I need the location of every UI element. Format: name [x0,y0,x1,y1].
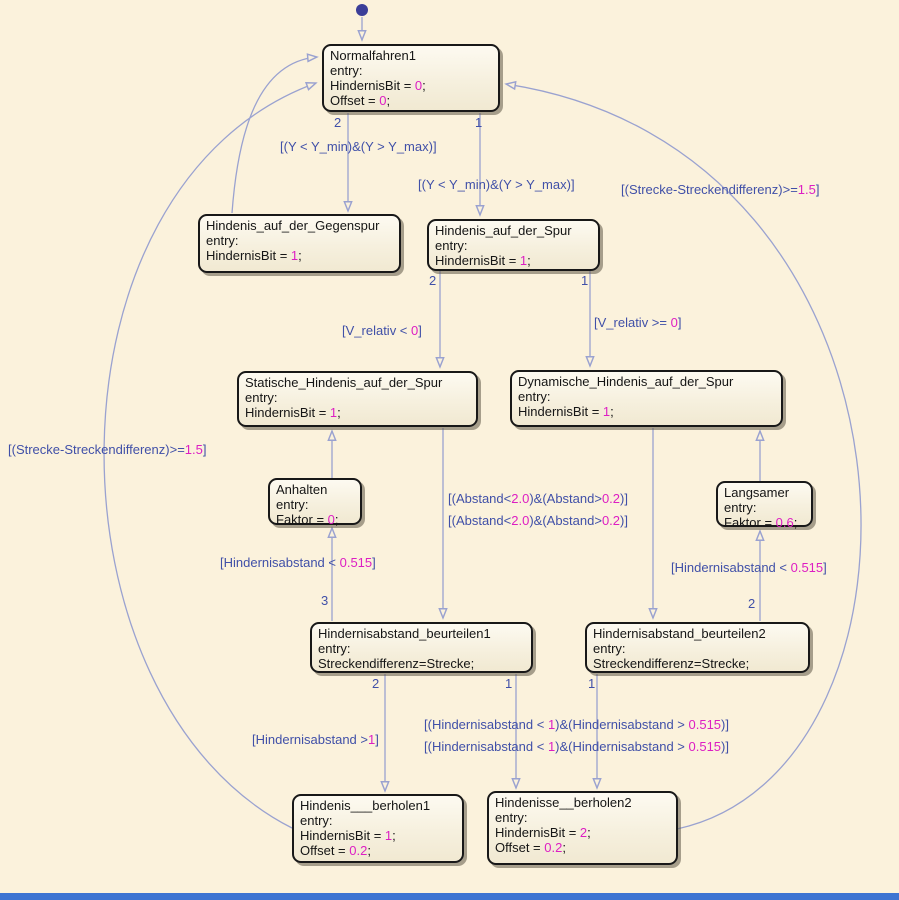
state-entry-line: Faktor = 0.6; [724,515,798,530]
state-entry-line: HindernisBit = 1; [245,405,341,420]
state-title: Statische_Hindenis_auf_der_Spur [245,375,443,390]
state-title: Dynamische_Hindenis_auf_der_Spur [518,374,734,389]
state-entry-line: Offset = 0.2; [495,840,566,855]
transition-condition[interactable]: [(Hindernisabstand < 1)&(Hindernisabstand > 0.515)] [424,717,729,732]
state-entry-line: entry: [318,641,351,656]
state-entry-line: entry: [593,641,626,656]
transition-number: 2 [429,273,437,288]
state-entry-line: entry: [518,389,551,404]
state-entry-line: entry: [330,63,363,78]
transition-condition[interactable]: [(Abstand<2.0)&(Abstand>0.2)] [448,513,628,528]
state-hindenis-auf-der-spur[interactable] [427,219,600,271]
transition-number: 1 [581,273,589,288]
state-anhalten[interactable] [268,478,362,525]
state-entry-line: entry: [495,810,528,825]
state-title: Hindernisabstand_beurteilen1 [318,626,491,641]
state-entry-line: entry: [206,233,239,248]
state-langsamer[interactable] [716,481,813,530]
transition-condition[interactable]: [Hindernisabstand < 0.515] [671,560,827,575]
state-title: Hindenisse__berholen2 [495,795,632,810]
state-entry-line: HindernisBit = 1; [206,248,302,263]
state-entry-line: HindernisBit = 2; [495,825,591,840]
transition-number: 1 [588,676,596,691]
initial-state-dot[interactable] [356,4,368,16]
transition-number: 2 [372,676,380,691]
state-title: Hindenis_auf_der_Gegenspur [206,218,380,233]
state-entry-line: Streckendifferenz=Strecke; [318,656,475,671]
transition-number: 1 [505,676,513,691]
transition-number: 1 [475,115,483,130]
state-entry-line: Offset = 0; [330,93,391,108]
transition-condition[interactable]: [(Hindernisabstand < 1)&(Hindernisabstand > 0.515)] [424,739,729,754]
state-hindenisse-berholen2[interactable] [487,791,678,865]
transition-number: 2 [334,115,342,130]
state-title: Hindernisabstand_beurteilen2 [593,626,766,641]
state-title: Langsamer [724,485,790,500]
state-entry-line: entry: [245,390,278,405]
window-edge-strip [0,893,899,900]
transition-gegenspur-to-normalfahren[interactable] [232,57,317,213]
state-statische-hindenis[interactable] [237,371,478,427]
state-hindernisabstand-beurteilen1[interactable] [310,622,533,673]
state-entry-line: entry: [724,500,757,515]
state-hindernisabstand-beurteilen2[interactable] [585,622,810,673]
state-hindenis-auf-der-gegenspur[interactable] [198,214,401,273]
state-entry-line: Offset = 0.2; [300,843,371,858]
transition-condition[interactable]: [(Strecke-Streckendifferenz)>=1.5] [621,182,820,197]
state-title: Anhalten [276,482,328,497]
state-entry-line: HindernisBit = 1; [300,828,396,843]
transition-condition[interactable]: [Hindernisabstand >1] [252,732,379,747]
state-title: Hindenis___berholen1 [300,798,431,813]
transition-condition[interactable]: [V_relativ < 0] [342,323,422,338]
transition-condition[interactable]: [(Strecke-Streckendifferenz)>=1.5] [8,442,207,457]
state-entry-line: HindernisBit = 1; [518,404,614,419]
state-dynamische-hindenis[interactable] [510,370,783,427]
state-hindenis-berholen1[interactable] [292,794,464,863]
state-entry-line: Faktor = 0; [276,512,339,527]
transition-condition[interactable]: [(Y < Y_min)&(Y > Y_max)] [418,177,575,192]
transition-condition[interactable]: [V_relativ >= 0] [594,315,682,330]
transition-number: 3 [321,593,329,608]
state-title: Hindenis_auf_der_Spur [435,223,572,238]
state-entry-line: HindernisBit = 1; [435,253,531,268]
state-entry-line: entry: [276,497,309,512]
state-entry-line: entry: [435,238,468,253]
state-entry-line: entry: [300,813,333,828]
state-entry-line: Streckendifferenz=Strecke; [593,656,750,671]
transition-condition[interactable]: [(Abstand<2.0)&(Abstand>0.2)] [448,491,628,506]
state-entry-line: HindernisBit = 0; [330,78,426,93]
state-normalfahren1[interactable] [322,44,500,112]
transition-condition[interactable]: [Hindernisabstand < 0.515] [220,555,376,570]
state-title: Normalfahren1 [330,48,416,63]
transition-condition[interactable]: [(Y < Y_min)&(Y > Y_max)] [280,139,437,154]
transition-number: 2 [748,596,756,611]
